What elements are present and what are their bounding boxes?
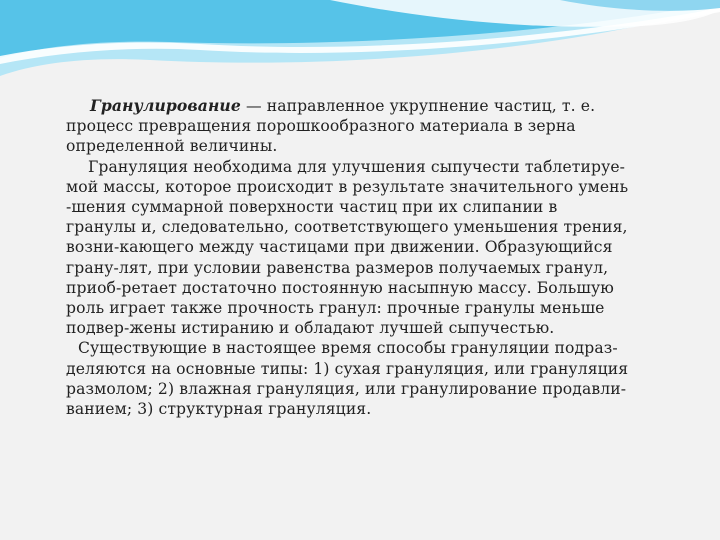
definition-text: — направленное укрупнение частиц, т. е. [240, 97, 596, 115]
purpose-line: Грануляция необходима для улучшения сыпучести таблетируе- [88, 157, 626, 176]
methods-line: размолом; 2) влажная грануляция, или гранулирование продавли- [66, 379, 627, 398]
purpose-line: грану-лят, при условии равенства размеров получаемых гранул, [66, 258, 609, 277]
purpose-line: -шения суммарной поверхности частиц при их слипании в [66, 198, 558, 217]
methods-line: ванием; 3) структурная грануляция. [66, 400, 372, 419]
methods-line: Существующие в настоящее время способы грануляции подраз- [78, 339, 618, 358]
paragraph-purpose [66, 157, 682, 339]
purpose-line: роль играет также прочность гранул: прочные гранулы меньше [66, 299, 605, 318]
term-granulation: Гранулирование [90, 96, 241, 115]
definition-line-2: процесс превращения порошкообразного материала в зерна [66, 117, 576, 136]
paragraph-methods [66, 338, 682, 419]
purpose-line: гранулы и, следовательно, соответствующего уменьшения трения, [66, 218, 628, 237]
purpose-line: возни-кающего между частицами при движении. Образующийся [66, 238, 613, 257]
document-text [66, 96, 682, 419]
definition-line-1 [66, 96, 682, 116]
definition-line-3: определенной величины. [66, 137, 278, 156]
purpose-line: мой массы, которое происходит в результате значительного умень [66, 177, 629, 196]
purpose-line: приоб-ретает достаточно постоянную насыпную массу. Большую [66, 278, 614, 297]
methods-line: деляются на основные типы: 1) сухая грануляция, или грануляция [66, 359, 629, 378]
paragraph-definition [66, 96, 682, 157]
purpose-line: подвер-жены истиранию и обладают лучшей сыпучестью. [66, 319, 555, 338]
